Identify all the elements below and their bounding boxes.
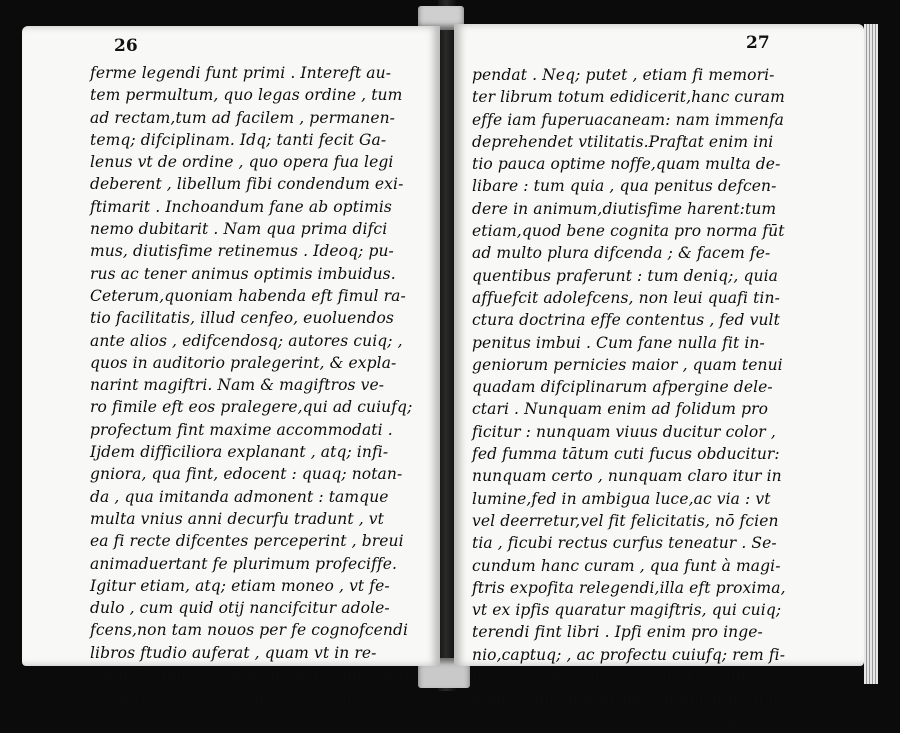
left-page bbox=[22, 26, 440, 729]
text-line: ad multo plura difcenda ; & facem fe- bbox=[472, 244, 771, 263]
text-line: ad rectam,tum ad facilem , permanen- bbox=[90, 108, 396, 127]
text-line: fed fumma tātum cuti fucus obducitur: bbox=[472, 445, 780, 464]
text-line: genio- bbox=[722, 712, 772, 731]
text-line: ficitur : nunquam viuus ducitur color , bbox=[472, 422, 776, 441]
text-line: gniora, qua fint, edocent : quaq; notan- bbox=[90, 465, 403, 484]
text-line: terendi fint libri . Ipfi enim pro inge- bbox=[472, 623, 763, 642]
text-line: ea fi recte difcentes perceperint , breui bbox=[90, 532, 404, 551]
text-line: ter librum totum edidicerit,hanc curam bbox=[472, 88, 785, 107]
text-line: ante alios , edifcendosq; autores cuiq; , bbox=[90, 331, 403, 350]
page-number: 27 bbox=[746, 33, 770, 53]
text-line: mus, diutisfime retinemus . Ideoq; pu- bbox=[90, 242, 394, 261]
text-line: deprehendet vtilitatis.Praftat enim ini bbox=[472, 132, 774, 151]
text-line: nemo dubitarit . Nam qua prima difci bbox=[90, 220, 388, 239]
text-line: ftimarit . Inchoandum fane ab optimis bbox=[90, 197, 392, 216]
text-line: deberent , libellum fibi condendum exi- bbox=[90, 175, 404, 194]
text-line: dulo , cum quid otij nancifcitur adole- bbox=[90, 599, 390, 618]
text-line: ferme legendi funt primi . Intereft au- bbox=[90, 64, 392, 82]
text-line: magiftro duce cognouerit,diligenter im- bbox=[90, 688, 406, 707]
text-line: Ijdem difficiliora explanant , atq; infi- bbox=[90, 443, 389, 462]
text-line: affuefcit adolefcens, non leui quafi tin- bbox=[472, 288, 780, 307]
text-line: nient . Nam vniuerfe , quod omnibus bbox=[472, 668, 764, 687]
text-line: nio,captuq; , ac profectu cuiufq; rem fi- bbox=[472, 645, 786, 664]
page-edges bbox=[864, 24, 878, 684]
left-page-text bbox=[90, 62, 436, 731]
text-line: dere in animum,diutisfime harent:tum bbox=[472, 199, 777, 218]
text-line: lumine,fed in ambigua luce,ac via : vt bbox=[472, 489, 771, 508]
text-line: etiam,quod bene cognita pro norma fūt bbox=[472, 222, 785, 241]
text-line: animaduertant fe plurimum profeciffe. bbox=[90, 554, 398, 573]
text-line: cognofcendis reuoluendisq; ijs,quos iam bbox=[90, 666, 410, 685]
text-line: cundum hanc curam , qua funt à magi- bbox=[472, 556, 781, 575]
text-line: vt ex ipfis quaratur magiftris, qui cuiq; bbox=[472, 601, 782, 620]
text-line: ro fimile eft eos pralegere,qui ad cuiufq; bbox=[90, 398, 413, 417]
text-line: quadam difciplinarum afpergine dele- bbox=[472, 378, 773, 397]
text-line: multa vnius anni decurfu tradunt , vt bbox=[90, 509, 384, 528]
text-line: narint magiftri. Nam & magiftros ve- bbox=[90, 376, 385, 395]
text-line: ctari . Nunquam enim ad folidum pro bbox=[472, 400, 769, 419]
text-line: da , qua imitanda admonent : tamque bbox=[90, 487, 389, 506]
text-line: pendat . Neq; putet , etiam fi memori- bbox=[472, 66, 775, 84]
text-line: profectum fint maxime accommodati . bbox=[90, 420, 393, 439]
text-line: ftris expofita relegendi,illa eft proxima, bbox=[472, 578, 786, 597]
text-line: tio pauca optime noffe,quam multa de- bbox=[472, 155, 781, 174]
text-line: lenus vt de ordine , quo opera fua legi bbox=[90, 153, 394, 172]
text-line: aque conueniat,propter diuerfitatem in- bbox=[472, 690, 789, 709]
text-line: tio facilitatis, illud cenfeo, euoluendos bbox=[90, 309, 394, 328]
text-line: temq; difciplinam. Idq; tanti fecit Ga- bbox=[90, 130, 387, 149]
text-line: geniorum pernicies maior , quam tenui bbox=[472, 355, 783, 374]
text-line: fcens,non tam nouos per fe cognofcendi bbox=[90, 621, 409, 640]
text-line: Igitur etiam, atq; etiam moneo , vt fe- bbox=[90, 576, 390, 595]
text-line: libare : tum quia , qua penitus defcen- bbox=[472, 177, 777, 196]
text-line: rus ac tener animus optimis imbuidus. bbox=[90, 264, 396, 283]
text-line: tem permultum, quo legas ordine , tum bbox=[90, 86, 403, 105]
text-line: pendat. bbox=[320, 710, 381, 729]
text-line: effe iam fuperuacaneam: nam immenfa bbox=[472, 110, 785, 129]
right-page bbox=[454, 24, 864, 731]
text-line: quentibus praferunt : tum deniq;, quia bbox=[472, 266, 778, 285]
text-line: Ceterum,quoniam habenda eft fimul ra- bbox=[90, 286, 406, 305]
text-line: tia , ficubi rectus curfus teneatur . Se- bbox=[472, 534, 777, 553]
right-page-text bbox=[472, 64, 824, 733]
page-number: 26 bbox=[114, 36, 138, 56]
text-line: quos in auditorio pralegerint, & expla- bbox=[90, 353, 397, 372]
text-line: libros ftudio auferat , quam vt in re- bbox=[90, 643, 377, 662]
text-line: ctura doctrina effe contentus , fed vult bbox=[472, 311, 780, 330]
text-line: penitus imbui . Cum fane nulla fit in- bbox=[472, 333, 765, 352]
text-line: nunquam certo , nunquam claro itur in bbox=[472, 467, 782, 486]
text-line: vel deerretur,vel fit felicitatis, nō fcien bbox=[472, 511, 779, 530]
